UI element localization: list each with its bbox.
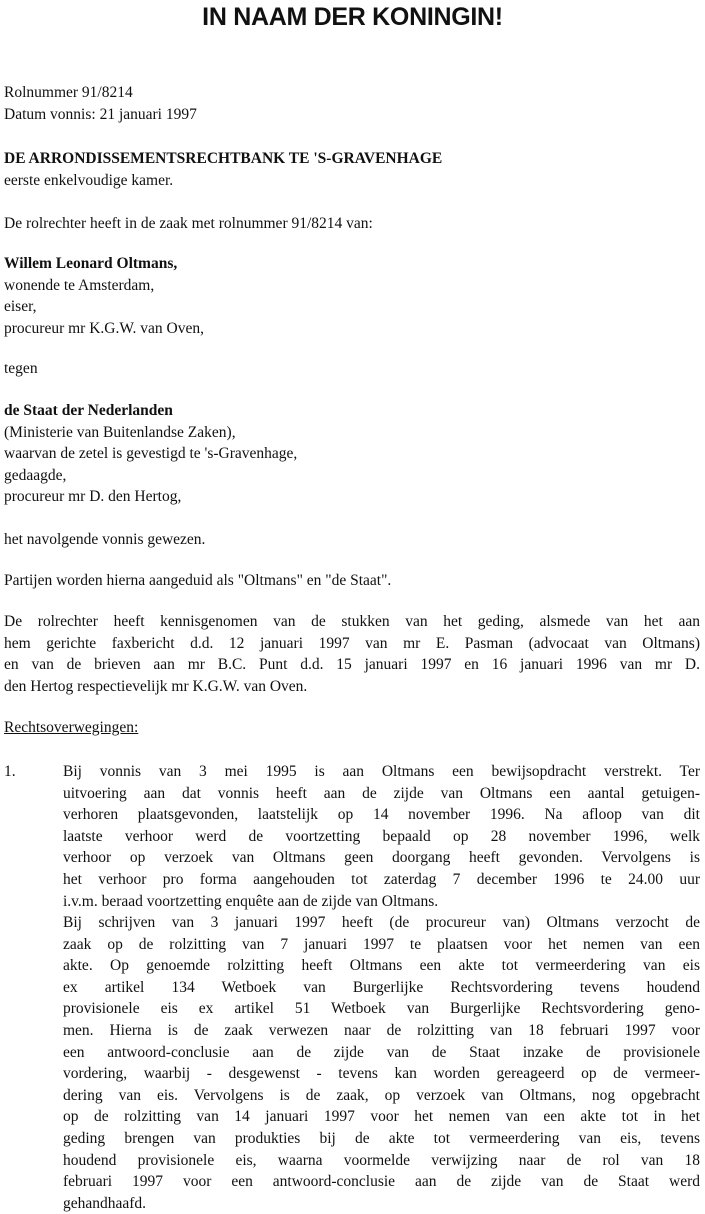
documents-line: den Hertog respectievelijk mr K.G.W. van Oven. — [4, 677, 308, 695]
parties-note-line — [4, 570, 700, 592]
paragraph-line: laatste verhoor werd de voortzetting bepaald op 28 november 1996, welk — [63, 827, 700, 845]
versus-text: tegen — [4, 360, 38, 377]
paragraph-1b — [63, 912, 700, 1214]
paragraph-line: dering van eis. Vervolgens is de zaak, op verzoek van Oltmans, nog opgebracht — [63, 1086, 700, 1104]
paragraph-line: provisionele eis ex artikel 51 Wetboek van Burgerlijke Rechtsvordering geno- — [63, 1000, 700, 1018]
judgment-line — [4, 529, 700, 551]
document-title: IN NAAM DER KONINGIN! — [202, 3, 503, 31]
documents-line: en van de brieven aan mr B.C. Punt d.d. 15 januari 1997 en 16 januari 1996 van mr D. — [4, 656, 700, 674]
plaintiff-counsel: procureur mr K.G.W. van Oven, — [4, 319, 205, 337]
section-heading-line — [4, 717, 700, 739]
defendant-seat: waarvan de zetel is gevestigd te 's-Gravenhage, — [4, 445, 298, 463]
paragraph-line: vordering, waarbij - desgewenst - tevens kan worden gereageerd op de vermeer- — [63, 1065, 700, 1083]
documents-paragraph — [4, 611, 700, 697]
court-chamber: eerste enkelvoudige kamer. — [4, 171, 174, 189]
defendant-counsel: procureur mr D. den Hertog, — [4, 488, 182, 506]
paragraph-line: i.v.m. beraad voortzetting enquête aan de zijde van Oltmans. — [63, 892, 439, 910]
case-header — [4, 82, 700, 125]
paragraph-line: uitvoering aan dat vonnis heeft aan de zijde van Oltmans een aantal getuigen- — [63, 784, 700, 802]
defendant-ministry: (Ministerie van Buitenlandse Zaken), — [4, 423, 236, 441]
paragraph-line: Bij schrijven van 3 januari 1997 heeft (de procureur van) Oltmans verzocht de — [63, 914, 700, 931]
paragraph-number: 1. — [4, 763, 16, 780]
defendant-role: gedaagde, — [4, 466, 67, 484]
paragraph-line: ex artikel 134 Wetboek van Burgerlijke Rechtsvordering tevens houdend — [63, 978, 700, 996]
intro-line — [4, 213, 700, 235]
documents-line: De rolrechter heeft kennisgenomen van de stukken van het geding, alsmede van het aan — [4, 613, 700, 630]
paragraph-line: het verhoor pro forma aangehouden tot zaterdag 7 december 1996 te 24.00 uur — [63, 870, 700, 888]
judgment-text: het navolgende vonnis gewezen. — [4, 531, 206, 548]
court-block — [4, 148, 700, 191]
defendant-name: de Staat der Nederlanden — [4, 402, 173, 419]
plaintiff-residence: wonende te Amsterdam, — [4, 276, 155, 294]
paragraph-line: op de rolzitting van 14 januari 1997 voor het nemen van een akte tot in het — [63, 1108, 700, 1126]
paragraph-line: houdend provisionele eis, waarna voormelde verwijzing naar de rol van 18 — [63, 1151, 700, 1169]
paragraph-1a — [63, 761, 700, 912]
section-heading: Rechtsoverwegingen: — [4, 719, 139, 736]
parties-note-text: Partijen worden hierna aangeduid als "Oltmans" en "de Staat". — [4, 572, 392, 589]
paragraph-line: geding brengen van produkties bij de akte tot vermeerdering van eis, tevens — [63, 1129, 700, 1147]
case-number: Rolnummer 91/8214 — [4, 84, 133, 101]
versus-line — [4, 358, 700, 380]
paragraph-line: verhoor op verzoek van Oltmans geen doorgang heeft gevonden. Vervolgens is — [63, 849, 700, 867]
plaintiff-block — [4, 253, 700, 339]
paragraph-line: verhoren plaatsgevonden, laatstelijk op 14 november 1996. Na afloop van dit — [63, 806, 700, 824]
paragraph-line: Bij vonnis van 3 mei 1995 is aan Oltmans een bewijsopdracht verstrekt. Ter — [63, 763, 700, 780]
paragraph-line: februari 1997 voor een antwoord-conclusie aan de zijde van de Staat werd — [63, 1173, 700, 1191]
defendant-block — [4, 400, 700, 508]
intro-text: De rolrechter heeft in de zaak met rolnummer 91/8214 van: — [4, 215, 373, 232]
plaintiff-role: eiser, — [4, 298, 37, 316]
paragraph-line: akte. Op genoemde rolzitting heeft Oltmans een akte tot vermeerdering van eis — [63, 957, 700, 975]
documents-line: hem gerichte faxbericht d.d. 12 januari 1997 van mr E. Pasman (advocaat van Oltmans) — [4, 634, 700, 652]
judgment-date: Datum vonnis: 21 januari 1997 — [4, 105, 197, 123]
paragraph-line: men. Hierna is de zaak verwezen naar de rolzitting van 18 februari 1997 voor — [63, 1021, 700, 1039]
paragraph-line: gehandhaafd. — [63, 1194, 147, 1212]
court-name: DE ARRONDISSEMENTSRECHTBANK TE 'S-GRAVENHAGE — [4, 150, 443, 167]
paragraph-line: een antwoord-conclusie aan de zijde van de Staat inzake de provisionele — [63, 1043, 700, 1061]
paragraph-line: zaak op de rolzitting van 7 januari 1997 te plaatsen voor het nemen van een — [63, 935, 700, 953]
plaintiff-name: Willem Leonard Oltmans, — [4, 255, 178, 272]
